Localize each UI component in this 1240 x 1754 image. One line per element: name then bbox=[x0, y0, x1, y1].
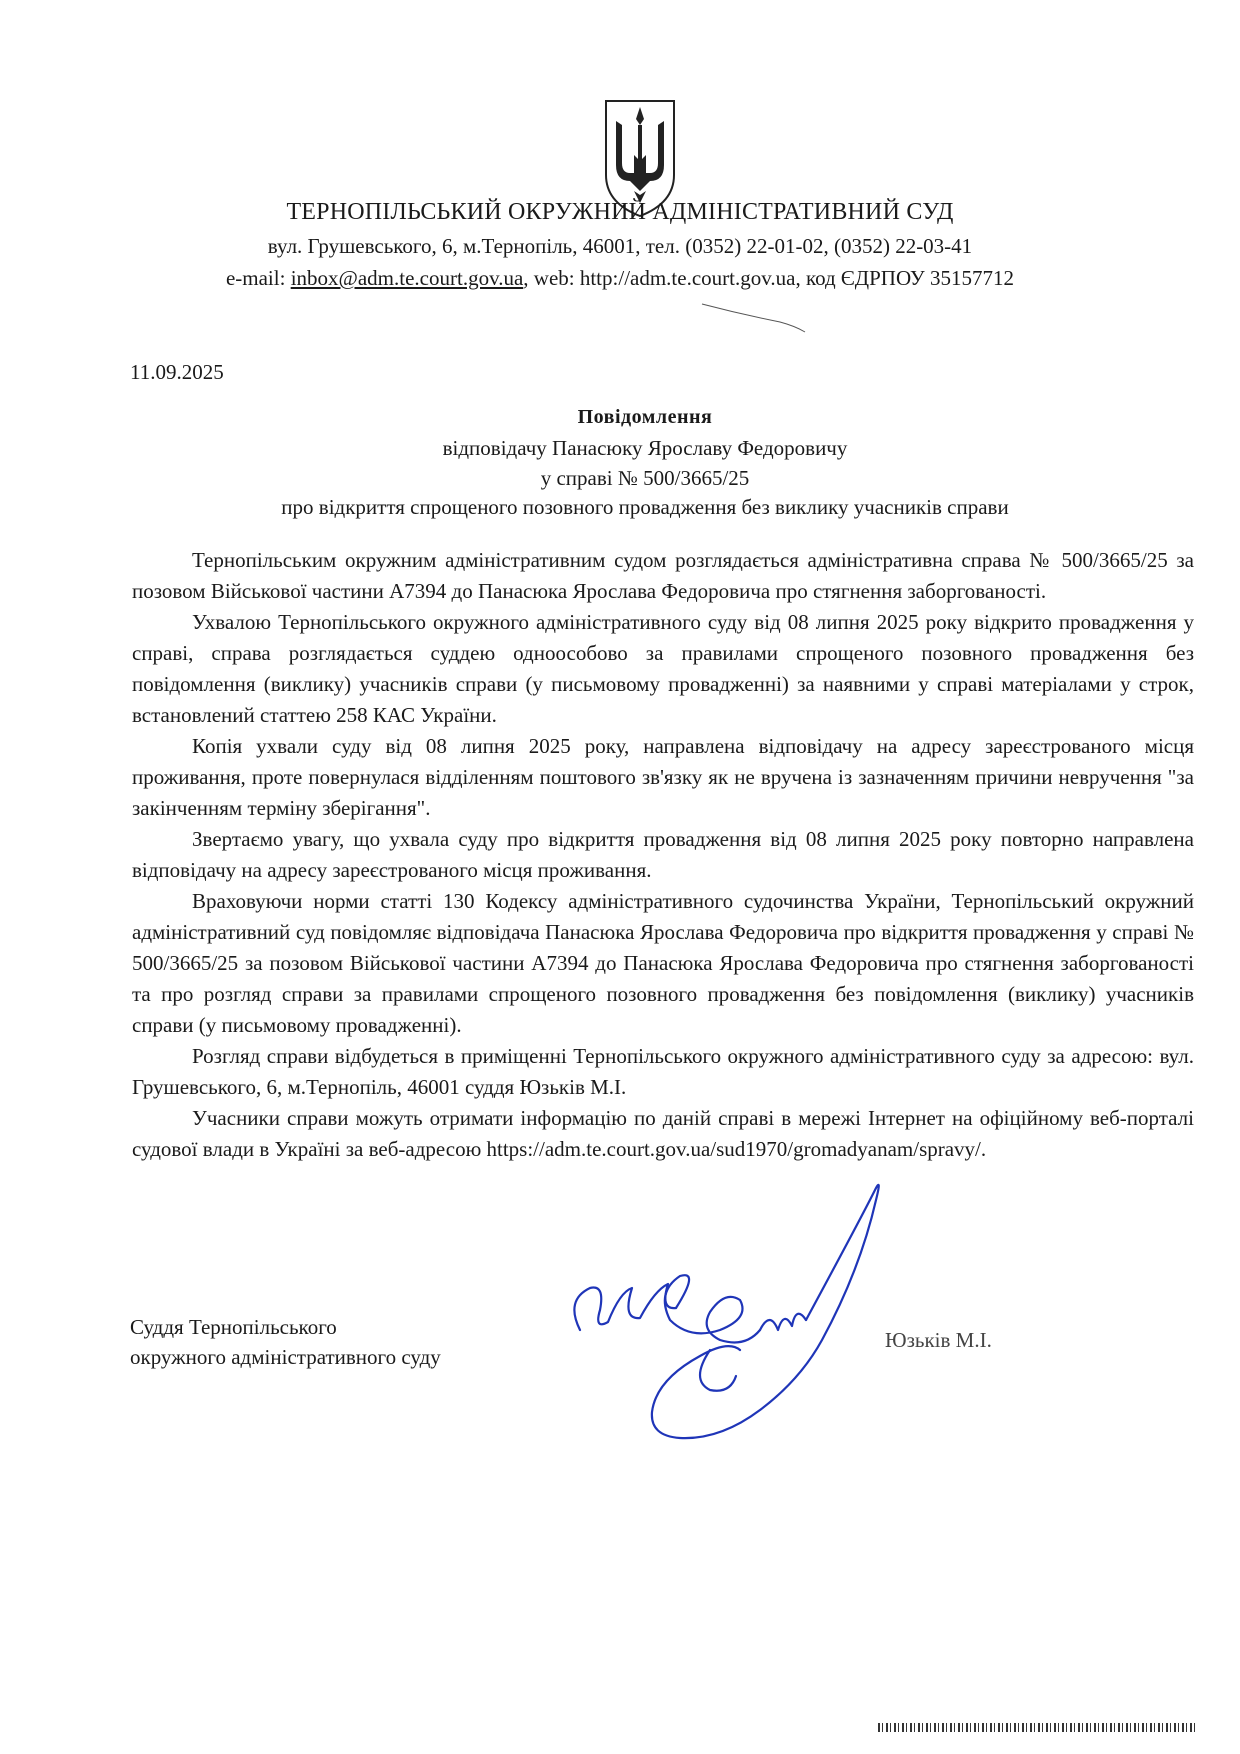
document-title: Повідомлення bbox=[577, 406, 713, 428]
pen-mark bbox=[700, 298, 810, 338]
paragraph: Ухвалою Тернопільського окружного адміністративного суду від 08 липня 2025 року відкрито провадження у справі, справа розглядається суддею одноособово за правилами спрощеного позовного провадження без повідомлення (виклику) учасників справи (у письмовому провадженні) за наявними у справі матеріалами у строк, встановлений статтею 258 КАС України. bbox=[132, 610, 1194, 727]
paragraph: Звертаємо увагу, що ухвала суду про відкриття провадження від 08 липня 2025 року повторно направлена відповідачу на адресу зареєстрованого місця проживання. bbox=[132, 827, 1194, 882]
barcode bbox=[878, 1723, 1198, 1732]
addressee-line: відповідачу Панасюку Ярославу Федоровичу bbox=[442, 436, 848, 460]
judge-name: Юзьків М.І. bbox=[885, 1328, 992, 1352]
handwritten-signature bbox=[560, 1180, 940, 1470]
court-contacts bbox=[0, 266, 1240, 291]
signatory-title bbox=[130, 1312, 441, 1372]
web-and-code: , web: http://adm.te.court.gov.ua, код ЄДРПОУ 35157712 bbox=[523, 266, 1015, 290]
paragraph: Розгляд справи відбудеться в приміщенні Тернопільського окружного адміністративного суду за адресою: вул. Грушевського, 6, м.Тернопіль, 46001 суддя Юзьків М.І. bbox=[132, 1044, 1194, 1099]
court-address: вул. Грушевського, 6, м.Тернопіль, 46001, тел. (0352) 22-01-02, (0352) 22-03-41 bbox=[267, 234, 973, 258]
signatory-title-line: Суддя Тернопільського bbox=[130, 1315, 337, 1339]
email-label: e-mail: bbox=[225, 266, 291, 290]
document-date: 11.09.2025 bbox=[130, 360, 224, 384]
email-link[interactable]: inbox@adm.te.court.gov.ua bbox=[290, 266, 524, 290]
paragraph: Учасники справи можуть отримати інформацію по даній справі в мережі Інтернет на офіційному веб-порталі судової влади в Україні за веб-адресою https://adm.te.court.gov.ua/sud1970/gromadyanam/spravy/. bbox=[132, 1106, 1194, 1161]
paragraph: Враховуючи норми статті 130 Кодексу адміністративного судочинства України, Тернопільський окружний адміністративний суд повідомляє відповідача Панасюка Ярослава Федоровича про відкриття провадження у справі № 500/3665/25 за позовом Військової частини А7394 до Панасюка Ярослава Федоровича про стягнення заборгованості та про розгляд справи за правилами спрощеного позовного провадження без повідомлення (виклику) учасників справи (у письмовому провадженні). bbox=[132, 889, 1194, 1037]
paragraph: Тернопільським окружним адміністративним судом розглядається адміністративна справа № 500/3665/25 за позовом Військової частини А7394 до Панасюка Ярослава Федоровича про стягнення заборгованості. bbox=[132, 548, 1194, 603]
notice-body bbox=[132, 545, 1194, 1165]
court-name: ТЕРНОПІЛЬСЬКИЙ ОКРУЖНИЙ АДМІНІСТРАТИВНИЙ СУД bbox=[286, 199, 954, 225]
paragraph: Копія ухвали суду від 08 липня 2025 року, направлена відповідачу на адресу зареєстрованого місця проживання, проте повернулася відділенням поштового зв'язку як не вручена із зазначенням причини невручення "за закінченням терміну зберігання". bbox=[132, 734, 1194, 820]
signatory-title-line: окружного адміністративного суду bbox=[130, 1345, 441, 1369]
case-number-line: у справі № 500/3665/25 bbox=[540, 466, 750, 490]
subject-line: про відкриття спрощеного позовного провадження без виклику учасників справи bbox=[281, 495, 1009, 519]
